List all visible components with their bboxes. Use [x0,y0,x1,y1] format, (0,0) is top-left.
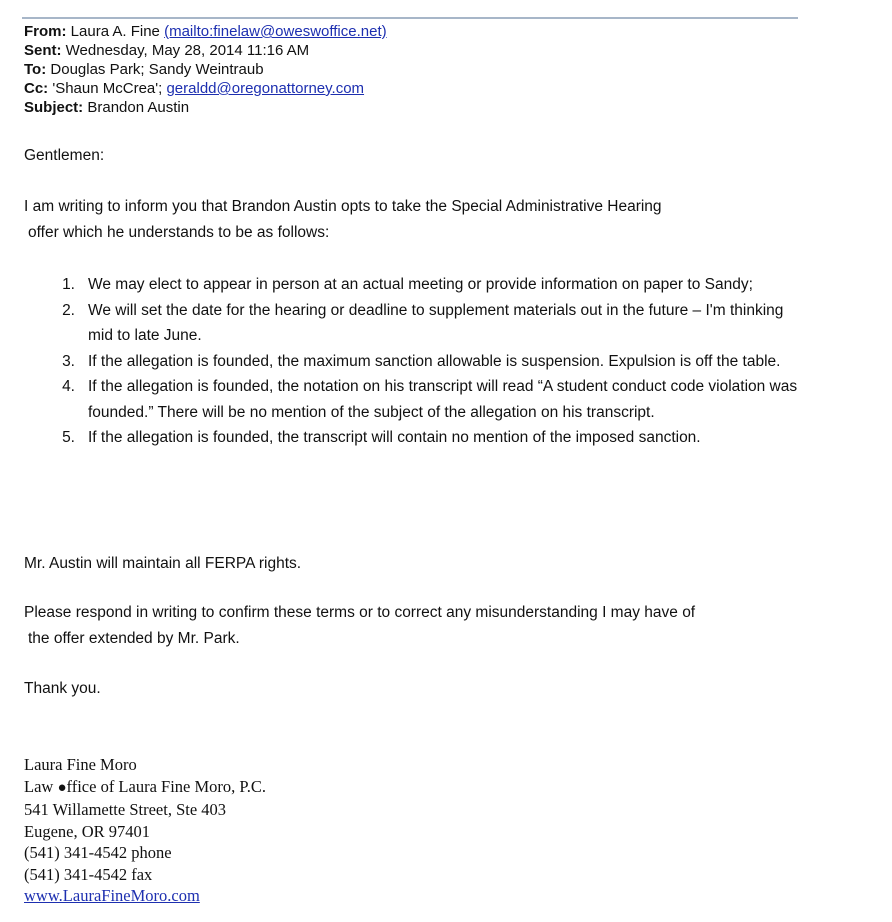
cc-email-link[interactable]: geraldd@oregonattorney.com [166,80,365,97]
cc-label: Cc: [24,80,49,97]
header-divider [22,17,798,19]
closing: Thank you. [24,680,101,697]
greeting: Gentlemen: [24,147,105,164]
list-item-text: We will set the date for the hearing or deadline to supplement materials out in the future – I'm thinking mid to late June. [88,301,784,344]
to-row [24,60,387,79]
firm-prefix: Law [24,776,54,796]
list-item-number: 5. [62,429,75,446]
bullet-icon: ● [57,779,67,796]
intro-paragraph [24,194,824,246]
subject-label: Subject: [24,99,84,116]
list-item-text: If the allegation is founded, the transcript will contain no mention of the imposed sanction. [88,429,701,446]
cc-row [24,79,387,98]
from-row [24,22,387,41]
list-item-number: 4. [62,378,75,395]
email-header [24,22,387,117]
signature-name: Laura Fine Moro [24,755,137,774]
intro-line-1: I am writing to inform you that Brandon Austin opts to take the Special Administrative Hearing [24,198,662,215]
from-email-link[interactable]: (mailto:finelaw@oweswoffice.net) [164,23,387,40]
list-item [24,272,824,298]
ferpa-paragraph: Mr. Austin will maintain all FERPA rights. [24,555,302,572]
list-item-text: If the allegation is founded, the maximum sanction allowable is suspension. Expulsion is off the table. [88,352,781,370]
cc-name: 'Shaun McCrea'; [52,80,163,97]
signature-firm [24,776,266,800]
signature-block [24,754,266,907]
firm-rest: ffice of Laura Fine Moro, P.C. [66,776,267,796]
to-value: Douglas Park; Sandy Weintraub [50,61,264,78]
signature-fax: (541) 341-4542 fax [24,864,153,884]
sent-label: Sent: [24,42,62,59]
respond-line-2: the offer extended by Mr. Park. [28,630,240,647]
to-label: To: [24,61,47,78]
list-item [24,349,824,375]
intro-line-2: offer which he understands to be as follows: [28,224,330,241]
sent-value: Wednesday, May 28, 2014 11:16 AM [65,42,310,59]
signature-phone: (541) 341-4542 phone [24,843,172,862]
website-link[interactable]: www.LauraFineMoro.com [24,886,200,905]
respond-line-1: Please respond in writing to confirm these terms or to correct any misunderstanding I may have of [24,604,696,621]
list-item [24,298,824,349]
list-item [24,425,824,451]
signature-city: Eugene, OR 97401 [24,821,151,841]
subject-value: Brandon Austin [87,99,190,116]
signature-street: 541 Willamette Street, Ste 403 [24,800,227,819]
subject-row [24,98,387,117]
respond-paragraph [24,600,824,652]
from-label: From: [24,23,67,40]
list-item-number: 1. [62,276,75,293]
list-item [24,374,824,425]
sent-row [24,41,387,60]
list-item-number: 2. [62,301,75,319]
from-name: Laura A. Fine [70,23,160,40]
list-item-text: If the allegation is founded, the notation on his transcript will read “A student conduct code violation was founded.” There will be no mention of the subject of the allegation on his transcript. [88,378,798,421]
list-item-number: 3. [62,352,75,370]
list-item-text: We may elect to appear in person at an actual meeting or provide information on paper to Sandy; [88,276,753,293]
terms-list [24,272,824,451]
